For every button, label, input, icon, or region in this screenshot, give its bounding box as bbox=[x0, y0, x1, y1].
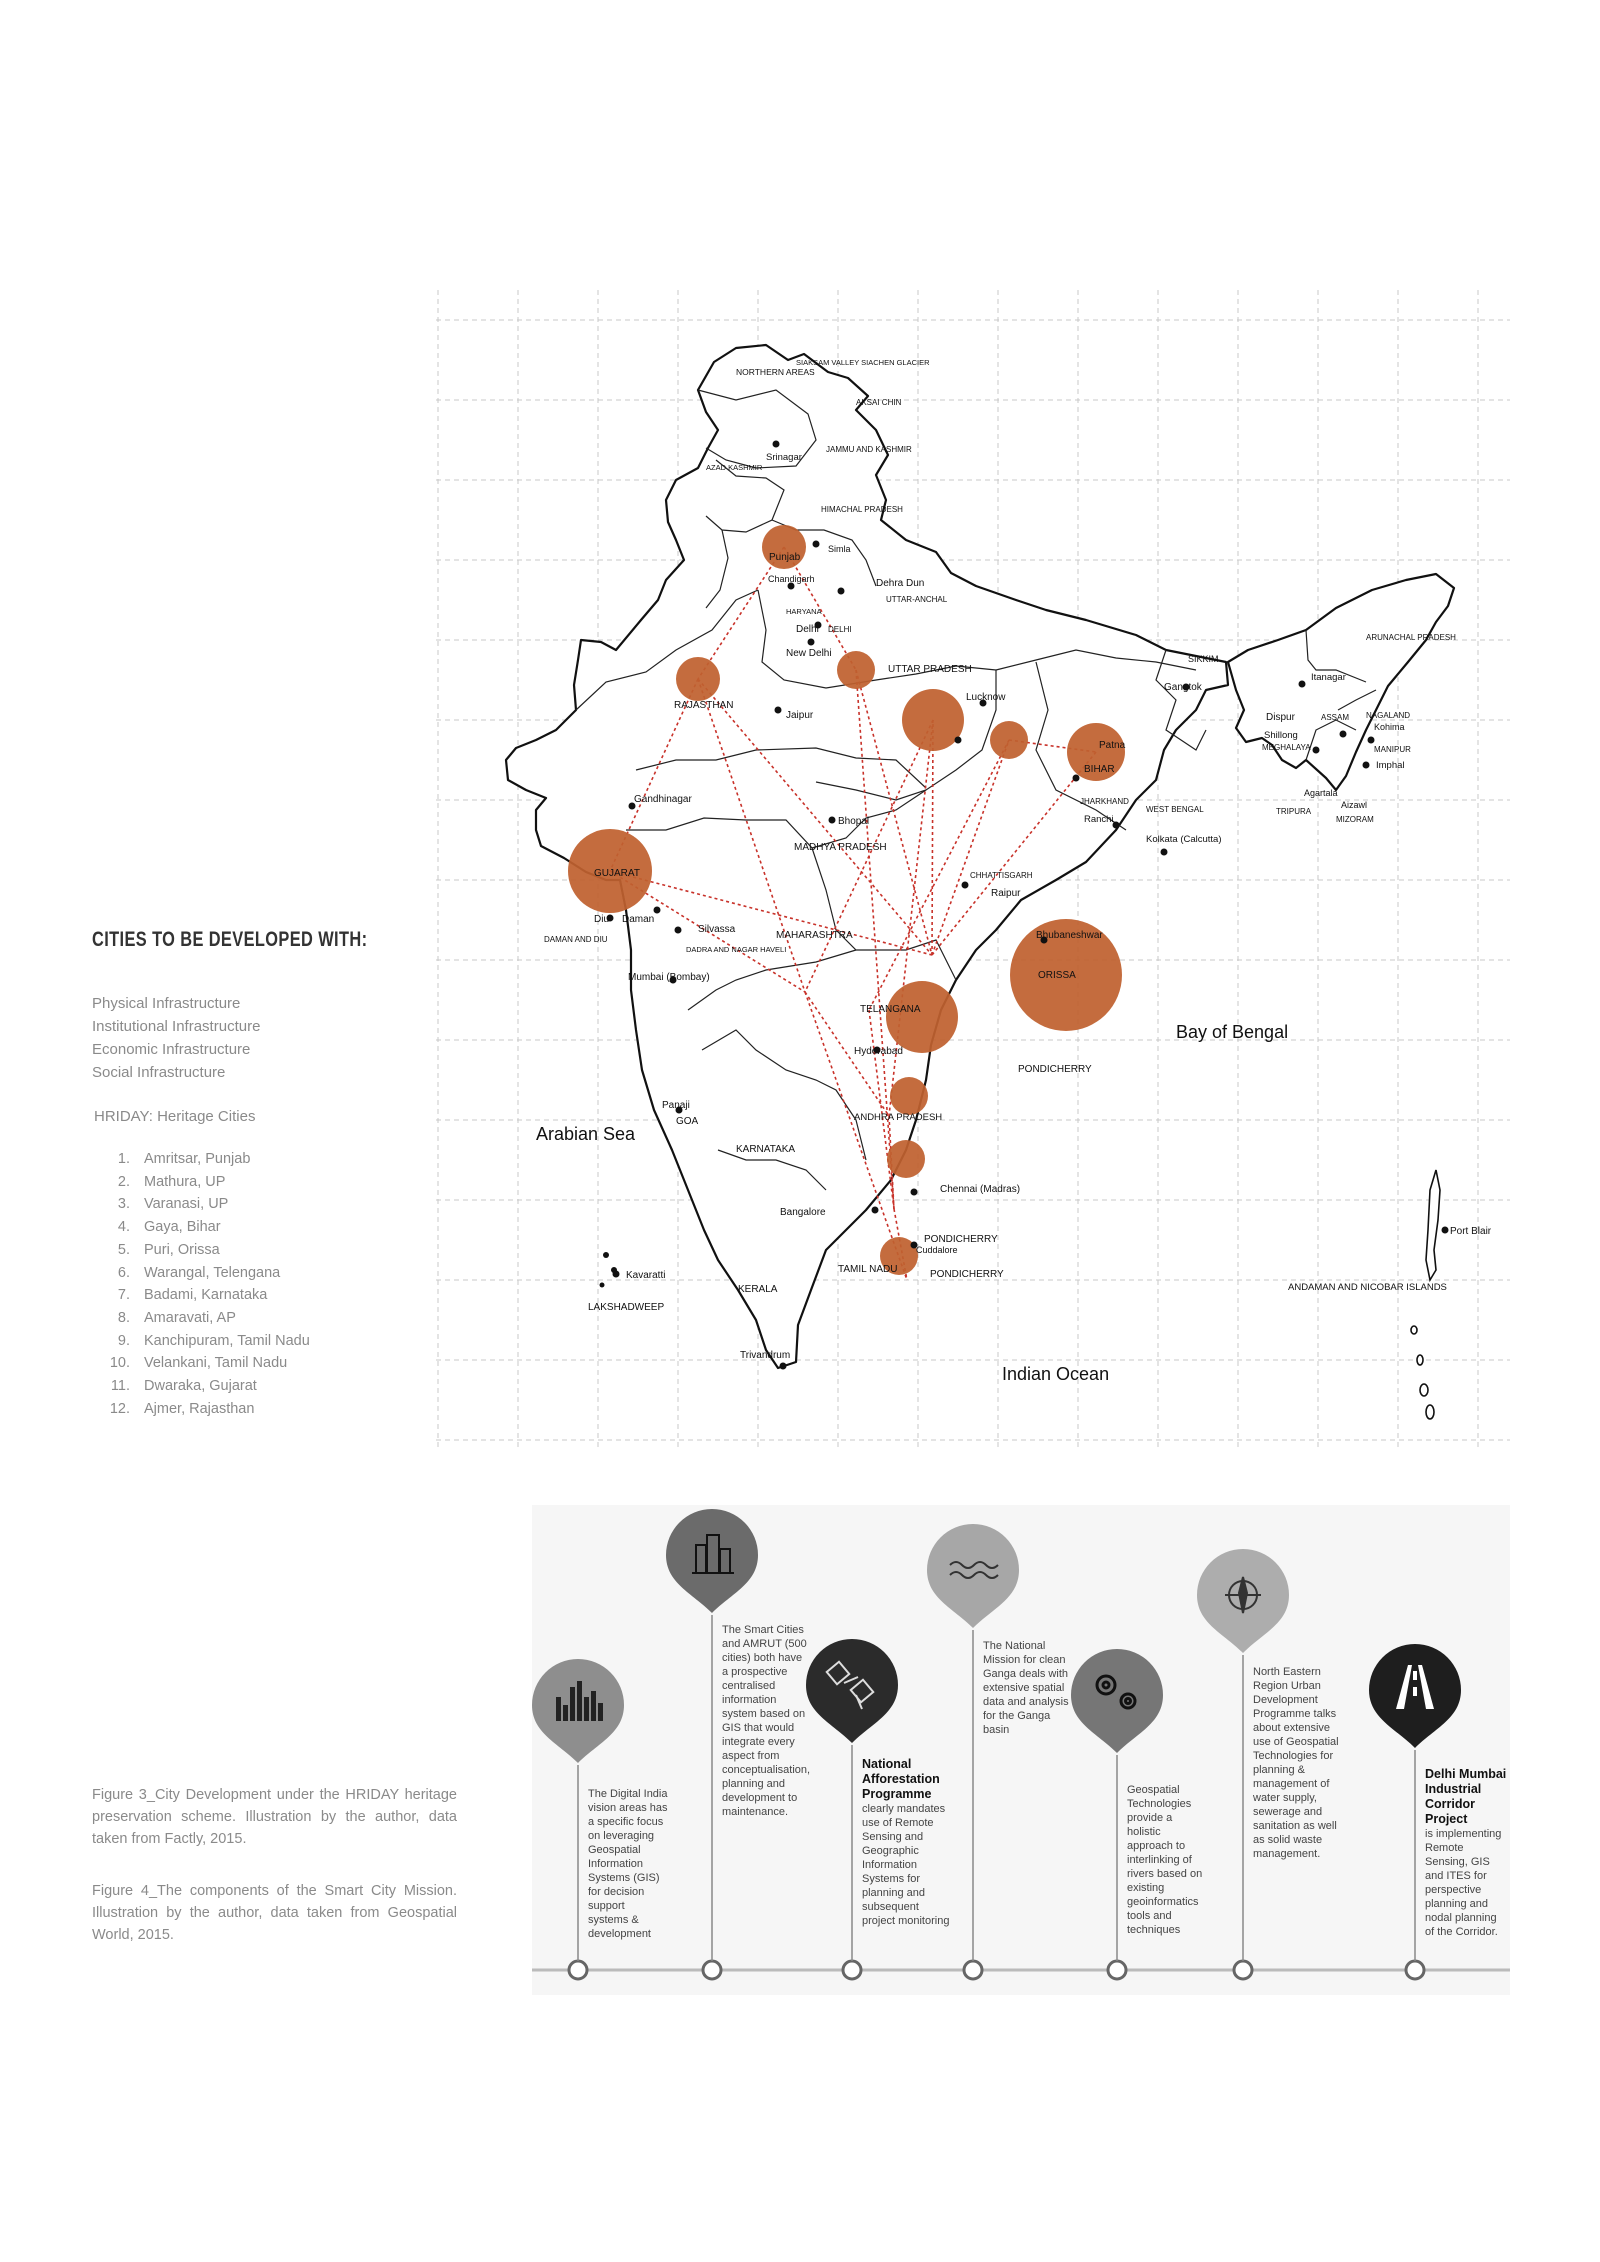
map-label: ARUNACHAL PRADESH bbox=[1366, 633, 1456, 642]
map-label: Delhi bbox=[796, 624, 819, 635]
figure-3-caption: Figure 3_City Development under the HRIDAY heritage preservation scheme. Illustration by the author, data taken from Factly, 2015. bbox=[92, 1787, 457, 1847]
map-label: Simla bbox=[828, 544, 851, 554]
map-label: ANDAMAN AND NICOBAR ISLANDS bbox=[1288, 1282, 1447, 1293]
map-label: UTTAR-ANCHAL bbox=[886, 595, 948, 604]
map-label: DELHI bbox=[828, 625, 852, 634]
map-label: Bhopal bbox=[838, 816, 870, 827]
map-label: RAJASTHAN bbox=[674, 700, 734, 711]
india-map bbox=[436, 290, 1510, 1450]
map-label: Kohima bbox=[1374, 722, 1405, 732]
pin-dmic bbox=[1369, 1644, 1461, 1748]
list-item: 3. Varanasi, UP bbox=[117, 1196, 229, 1213]
map-label: Jaipur bbox=[786, 710, 814, 721]
caption-dmic: Delhi Mumbai Industrial Corridor Project is implementing Remote Sensing, GIS and ITES for perspective planning and nodal planning of the Corridor. bbox=[1425, 1767, 1507, 1938]
infrastructure-list bbox=[92, 992, 260, 1084]
map-label: GUJARAT bbox=[594, 868, 640, 879]
map-label: AKSAI CHIN bbox=[856, 398, 902, 407]
map-label: Trivandrum bbox=[740, 1350, 791, 1361]
map-label: Indian Ocean bbox=[1002, 1364, 1110, 1384]
map-label: Hyderabad bbox=[854, 1046, 903, 1057]
list-item: 11. Dwaraka, Gujarat bbox=[110, 1378, 257, 1395]
map-label: Imphal bbox=[1376, 760, 1405, 771]
map-label: TELANGANA bbox=[860, 1004, 921, 1015]
map-label: Gangtok bbox=[1164, 682, 1202, 693]
infrastructure-item: Physical Infrastructure bbox=[92, 995, 241, 1012]
list-item: 10. Velankani, Tamil Nadu bbox=[109, 1355, 288, 1372]
pin-clean-ganga bbox=[927, 1524, 1019, 1628]
map-label: TAMIL NADU bbox=[838, 1264, 898, 1275]
caption-north-eastern: North Eastern Region Urban Development Programme talks about extensive use of Geospatial Technologies for planning & management of water supply, sewerage and sanitation as well as solid waste management. bbox=[1253, 1666, 1339, 1860]
map-label: JHARKHAND bbox=[1080, 797, 1129, 806]
map-label: UTTAR PRADESH bbox=[888, 664, 972, 675]
map-label: Aizawl bbox=[1341, 800, 1368, 810]
list-item: 8. Amaravati, AP bbox=[117, 1309, 236, 1326]
map-label: SIKKIM bbox=[1188, 654, 1219, 664]
map-label: GOA bbox=[676, 1116, 699, 1127]
infrastructure-item: Social Infrastructure bbox=[92, 1064, 226, 1081]
circle-amaravati bbox=[890, 1077, 928, 1115]
pin-afforestation bbox=[806, 1639, 898, 1743]
sidebar-heading: CITIES TO BE DEVELOPED WITH: bbox=[92, 928, 368, 951]
map-label: Punjab bbox=[769, 552, 801, 563]
map-label: MAHARASHTRA bbox=[776, 930, 853, 941]
smart-city-infographic bbox=[532, 1505, 1510, 1995]
map-label: SIAKSAM VALLEY SIACHEN GLACIER bbox=[796, 358, 930, 367]
map-label: MANIPUR bbox=[1374, 745, 1411, 754]
andaman-islands bbox=[1411, 1170, 1440, 1419]
map-label: Lucknow bbox=[966, 692, 1006, 703]
map-label: KERALA bbox=[738, 1284, 778, 1295]
map-label: Kolkata (Calcutta) bbox=[1146, 834, 1222, 845]
infrastructure-item: Institutional Infrastructure bbox=[92, 1018, 261, 1035]
map-label: Gandhinagar bbox=[634, 794, 692, 805]
list-item: 5. Puri, Orissa bbox=[117, 1241, 220, 1258]
map-label: Kavaratti bbox=[626, 1270, 666, 1281]
map-label: MADHYA PRADESH bbox=[794, 842, 887, 853]
map-label: Chandigarh bbox=[768, 574, 815, 584]
map-label: NAGALAND bbox=[1366, 711, 1411, 720]
circle-varanasi bbox=[902, 689, 964, 751]
map-label: HARYANA bbox=[786, 607, 822, 616]
map-label: Bhubaneshwar bbox=[1036, 930, 1103, 941]
map-label: ASSAM bbox=[1321, 713, 1350, 722]
figure-4-caption: Figure 4_The components of the Smart City Mission. Illustration by the author, data taken from Geospatial World, 2015. bbox=[92, 1883, 457, 1943]
map-label: CHHATTISGARH bbox=[970, 871, 1033, 880]
map-label: DAMAN AND DIU bbox=[544, 935, 608, 944]
map-label: Itanagar bbox=[1311, 672, 1346, 683]
map-label: Patna bbox=[1099, 740, 1126, 751]
circle-warangal bbox=[886, 981, 958, 1053]
map-label: PONDICHERRY bbox=[924, 1234, 998, 1245]
map-label: AZAD KASHMIR bbox=[706, 463, 763, 472]
caption-river-interlinking: Geospatial Technologies provide a holistic approach to interlinking of rivers based on existing geoinformatics tools and techniques bbox=[1127, 1784, 1203, 1936]
map-label: PONDICHERRY bbox=[1018, 1064, 1092, 1075]
infrastructure-item: Economic Infrastructure bbox=[92, 1041, 251, 1058]
map-label: WEST BENGAL bbox=[1146, 805, 1204, 814]
list-item: 6. Warangal, Telengana bbox=[117, 1264, 281, 1281]
circle-lucknow bbox=[990, 721, 1028, 759]
map-label: HIMACHAL PRADESH bbox=[821, 505, 903, 514]
map-label: Shillong bbox=[1264, 730, 1298, 741]
map-label: KARNATAKA bbox=[736, 1144, 796, 1155]
map-label: ANDHRA PRADESH bbox=[854, 1112, 943, 1123]
map-label: MIZORAM bbox=[1336, 815, 1374, 824]
map-label: PONDICHERRY bbox=[930, 1269, 1004, 1280]
list-item: 1. Amritsar, Punjab bbox=[117, 1151, 251, 1167]
map-label: BIHAR bbox=[1084, 764, 1115, 775]
map-label: Srinagar bbox=[766, 452, 802, 463]
circle-kanchipuram bbox=[887, 1140, 925, 1178]
caption-digital-india: The Digital India vision areas has a specific focus on leveraging Geospatial Information Systems (GIS) for decision support systems & development bbox=[588, 1788, 668, 1940]
map-label: Daman bbox=[622, 914, 655, 925]
list-item: 2. Mathura, UP bbox=[117, 1173, 226, 1190]
list-item: 9. Kanchipuram, Tamil Nadu bbox=[117, 1332, 310, 1349]
map-label: Port Blair bbox=[1450, 1226, 1492, 1237]
list-item: 4. Gaya, Bihar bbox=[117, 1219, 221, 1236]
pin-digital-india bbox=[532, 1659, 624, 1763]
map-label: Agartala bbox=[1304, 788, 1338, 798]
map-label: Diu bbox=[594, 914, 610, 925]
caption-clean-ganga: The National Mission for clean Ganga deals with extensive spatial data and analysis for the Ganga basin bbox=[983, 1640, 1069, 1736]
map-label: Panaji bbox=[662, 1100, 690, 1111]
map-label: ORISSA bbox=[1038, 970, 1076, 981]
map-label: MEGHALAYA bbox=[1262, 743, 1311, 752]
circle-mathura bbox=[837, 651, 875, 689]
map-label: Dehra Dun bbox=[876, 578, 925, 589]
caption-smart-cities: The Smart Cities and AMRUT (500 cities) both have a prospective centralised information system based on GIS that would integrate every aspect from conceptualisation, planning and development to maintenance. bbox=[722, 1624, 811, 1818]
map-label: New Delhi bbox=[786, 648, 832, 659]
map-label: TRIPURA bbox=[1276, 807, 1312, 816]
map-label: Chennai (Madras) bbox=[940, 1184, 1021, 1195]
pin-smart-cities bbox=[666, 1509, 758, 1613]
circle-ajmer bbox=[676, 657, 720, 701]
pin-north-eastern bbox=[1197, 1549, 1289, 1653]
map-label: LAKSHADWEEP bbox=[588, 1302, 665, 1313]
lakshadweep-islands bbox=[600, 1252, 618, 1288]
list-item: 12. Ajmer, Rajasthan bbox=[109, 1400, 255, 1417]
map-label: Dispur bbox=[1266, 712, 1295, 723]
pin-river-interlinking bbox=[1071, 1649, 1163, 1753]
hriday-title: HRIDAY: Heritage Cities bbox=[94, 1108, 256, 1125]
heritage-city-list bbox=[92, 1148, 310, 1420]
list-item: 7. Badami, Karnataka bbox=[117, 1287, 268, 1304]
caption-afforestation: National Afforestation Programme clearly mandates use of Remote Sensing and Geographic Information Systems for planning and subsequent project monitoring bbox=[862, 1757, 950, 1927]
map-label: Bangalore bbox=[780, 1207, 826, 1218]
map-label: Ranchi bbox=[1084, 814, 1114, 825]
map-label: NORTHERN AREAS bbox=[736, 367, 815, 377]
map-label: JAMMU AND KASHMIR bbox=[826, 445, 912, 454]
map-label: Silvassa bbox=[698, 924, 736, 935]
map-label: Bay of Bengal bbox=[1176, 1022, 1289, 1042]
map-label: Raipur bbox=[991, 888, 1021, 899]
map-label: Cuddalore bbox=[916, 1245, 958, 1255]
map-label: DADRA AND NAGAR HAVELI bbox=[686, 945, 787, 954]
map-label: Arabian Sea bbox=[536, 1124, 636, 1144]
map-label: Mumbai (Bombay) bbox=[628, 972, 710, 983]
